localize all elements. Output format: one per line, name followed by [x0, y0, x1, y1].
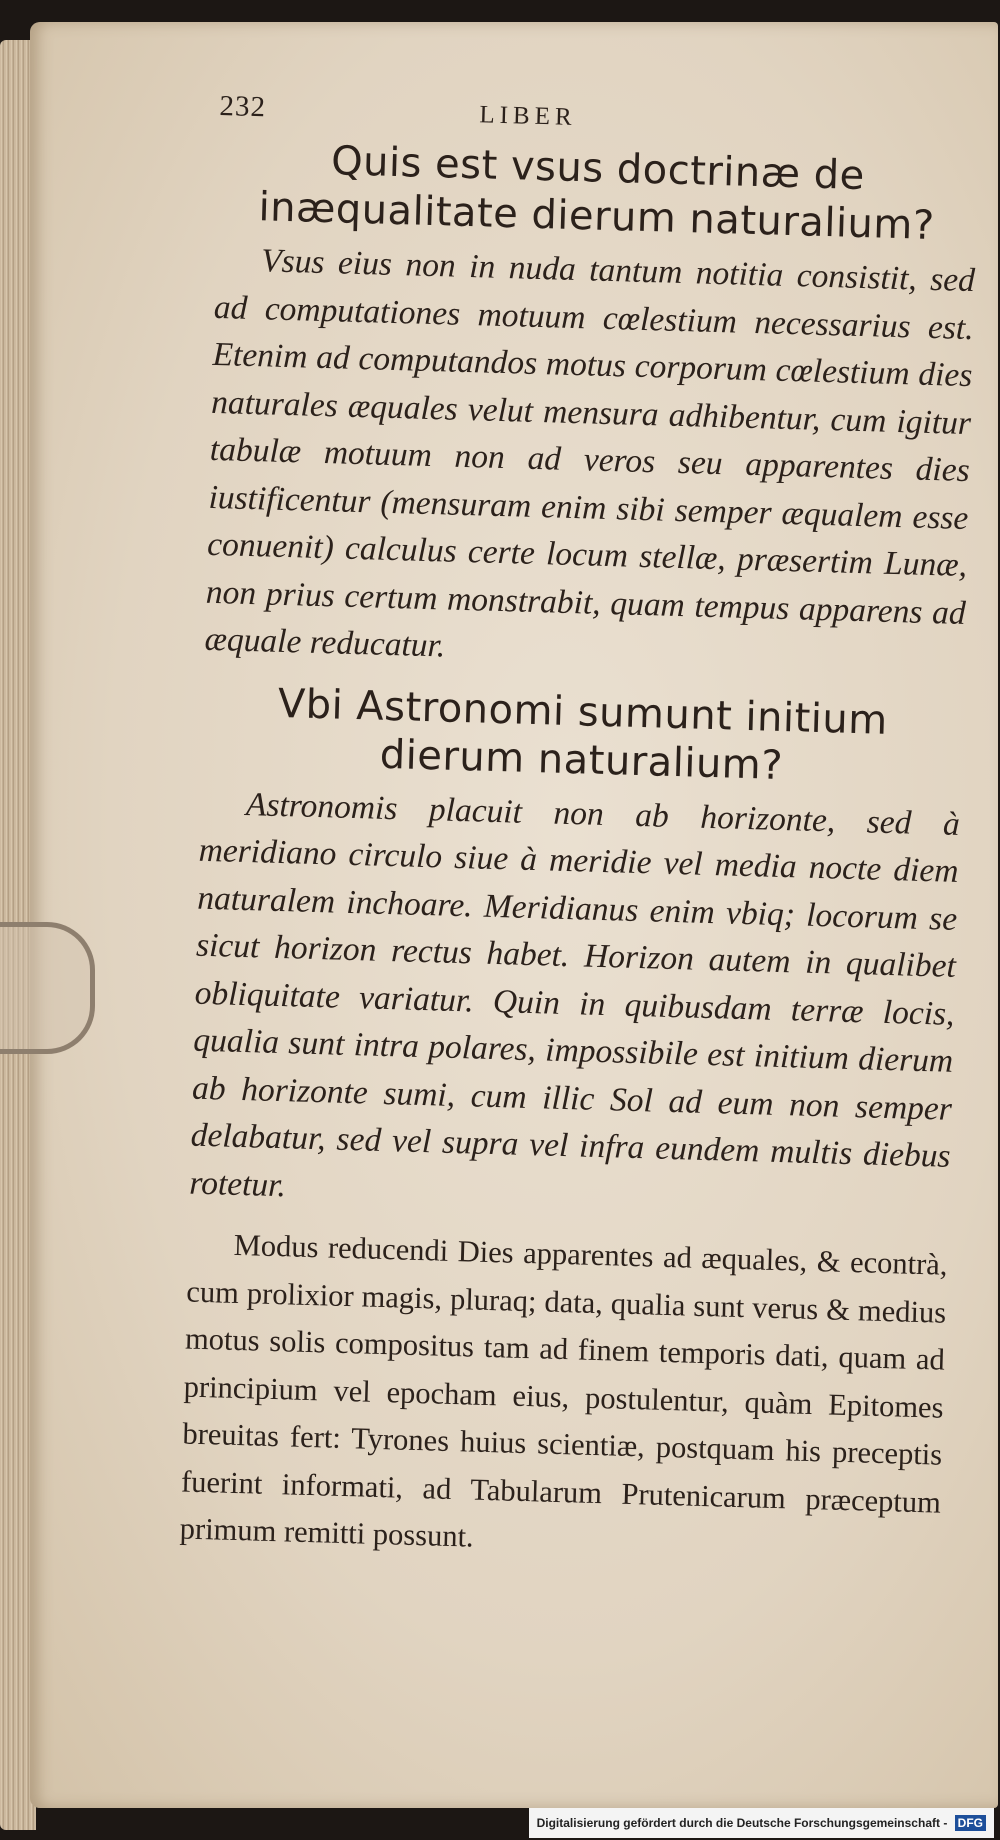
running-title: LIBER — [479, 101, 577, 131]
dfg-logo: DFG — [955, 1815, 986, 1831]
answer-paragraph: Vsus eius non in nuda tantum notitia consistit, sed ad computationes motuum cœlestium necessarius est. Etenim ad computandos motus corporum cœlestium dies naturales æquales velut mensura adhibentur, cum igitur tabulæ motuum non ad veros seu apparentes dies iustificentur (mensuram enim sibi semper æqualem esse conuenit) calculus certe locum stellæ, præsertim Lunæ, non prius certum monstrabit, quam tempus apparens ad æquale reducatur. — [204, 242, 976, 665]
question-heading: Vbi Astronomi sumunt initium dierum naturalium? — [277, 680, 889, 789]
closing-paragraph: Modus reducendi Dies apparentes ad æquales, & econtrà, cum prolixior magis, pluraq; data, qualia sunt verus & medius motus solis compositus tam ad finem temporis dati, quam ad principium vel epocham eius, postulentur, quàm Epitomes breuitas fert: Tyrones huius scientiæ, postquam his preceptis fuerint informati, ad Tabularum Prutenicarum præceptum primum remitti possunt. — [179, 1227, 948, 1554]
book-clasp — [0, 922, 95, 1054]
page-number: 232 — [219, 90, 267, 124]
credit-text: Digitalisierung gefördert durch die Deutsche Forschungsgemeinschaft - — [536, 1816, 948, 1830]
answer-paragraph: Astronomis placuit non ab horizonte, sed à meridiano circulo siue à meridie vel media nocte diem naturalem inchoare. Meridianus enim vbiq; locorum se sicut horizon rectus habet. Horizon autem in qualibet obliquitate variatur. Quin in quibusdam terræ locis, qualia sunt intra polares, impossibile est initium dierum ab horizonte sumi, cum illic Sol ad eum non semper delabatur, sed vel supra vel infra eundem multis diebus rotetur. — [188, 785, 961, 1204]
question-heading: Quis est vsus doctrinæ de inæqualitate dierum naturalium? — [258, 138, 936, 249]
page-text-block — [178, 90, 979, 1605]
digitization-credit — [529, 1808, 994, 1838]
